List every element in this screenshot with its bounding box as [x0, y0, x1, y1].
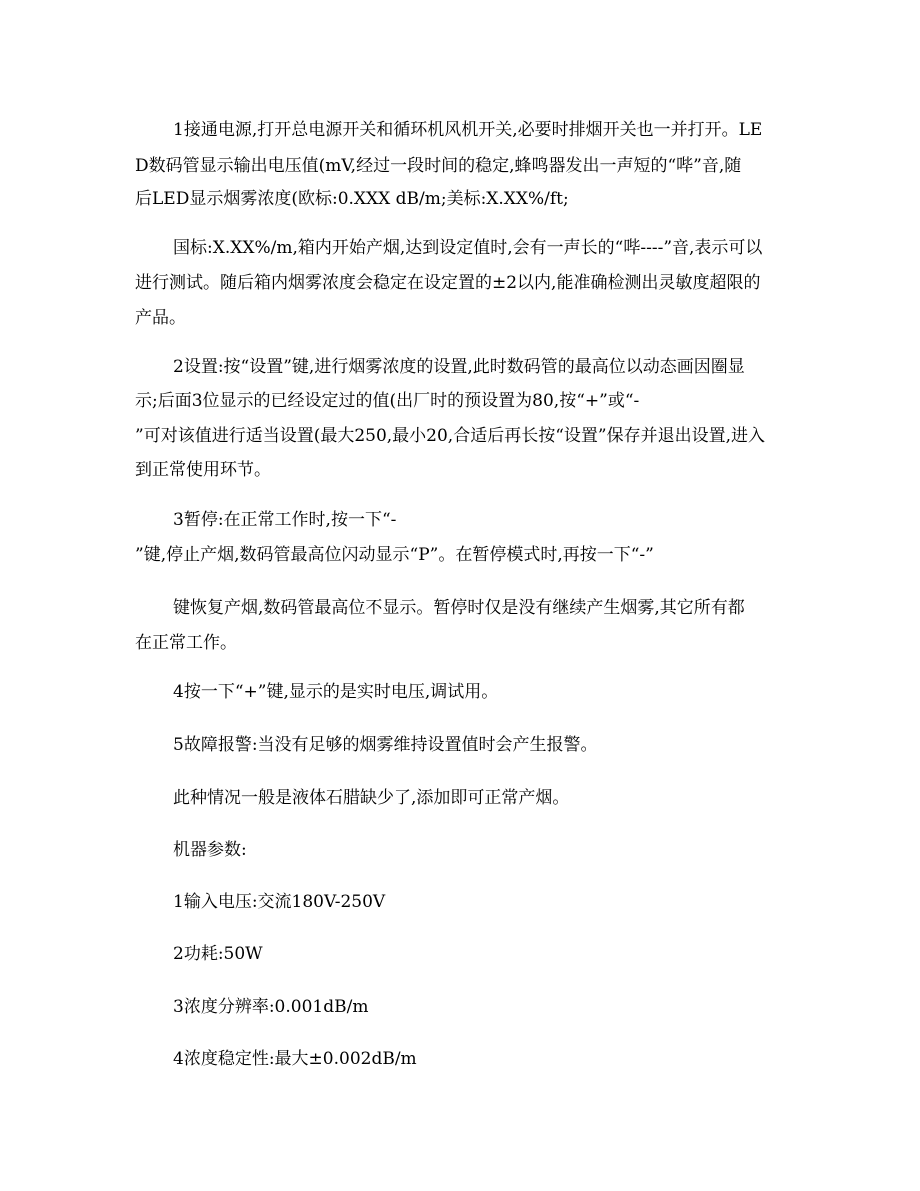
text-line: 示;后面3位显示的已经设定过的值(出厂时的预设置为80,按“+”或“-: [135, 391, 640, 411]
text-line: ”键,停止产烟,数码管最高位闪动显示“P”。在暂停模式时,再按一下“-”: [135, 545, 654, 565]
text-line: 键恢复产烟,数码管最高位不显示。暂停时仅是没有继续产生烟雾,其它所有都: [173, 598, 745, 618]
param-resolution: 3浓度分辨率:0.001dB/m: [173, 997, 369, 1017]
text-line: 在正常工作。: [135, 633, 237, 653]
paragraph-fault-alarm: 5故障报警:当没有足够的烟雾维持设置值时会产生报警。: [173, 735, 598, 755]
param-stability: 4浓度稳定性:最大±0.002dB/m: [173, 1049, 417, 1069]
param-power: 2功耗:50W: [173, 944, 263, 964]
text-line: 国标:X.XX%/m,箱内开始产烟,达到设定值时,会有一声长的“哔----”音,表示可以: [173, 238, 763, 258]
text-line: 产品。: [135, 308, 186, 328]
text-line: 3暂停:在正常工作时,按一下“-: [173, 510, 397, 530]
section-heading-parameters: 机器参数:: [173, 840, 247, 860]
text-line: 进行测试。随后箱内烟雾浓度会稳定在设定置的±2以内,能准确检测出灵敏度超限的: [135, 273, 761, 293]
text-line: 1接通电源,打开总电源开关和循环机风机开关,必要时排烟开关也一并打开。LE: [173, 120, 763, 140]
paragraph-paraffin-note: 此种情况一般是液体石腊缺少了,添加即可正常产烟。: [173, 788, 570, 808]
paragraph-plus-key: 4按一下“+”键,显示的是实时电压,调试用。: [173, 682, 499, 702]
text-line: 到正常使用环节。: [135, 460, 271, 480]
text-line: D数码管显示输出电压值(mV,经过一段时间的稳定,蜂鸣器发出一声短的“哔”音,随: [135, 156, 742, 176]
text-line: 后LED显示烟雾浓度(欧标:0.XXX dB/m;美标:X.XX%/ft;: [135, 189, 569, 209]
text-line: ”可对该值进行适当设置(最大250,最小20,合适后再长按“设置”保存并退出设置,进入: [135, 426, 765, 446]
text-line: 2设置:按“设置”键,进行烟雾浓度的设置,此时数码管的最高位以动态画因圈显: [173, 357, 745, 377]
param-input-voltage: 1输入电压:交流180V-250V: [173, 892, 386, 912]
